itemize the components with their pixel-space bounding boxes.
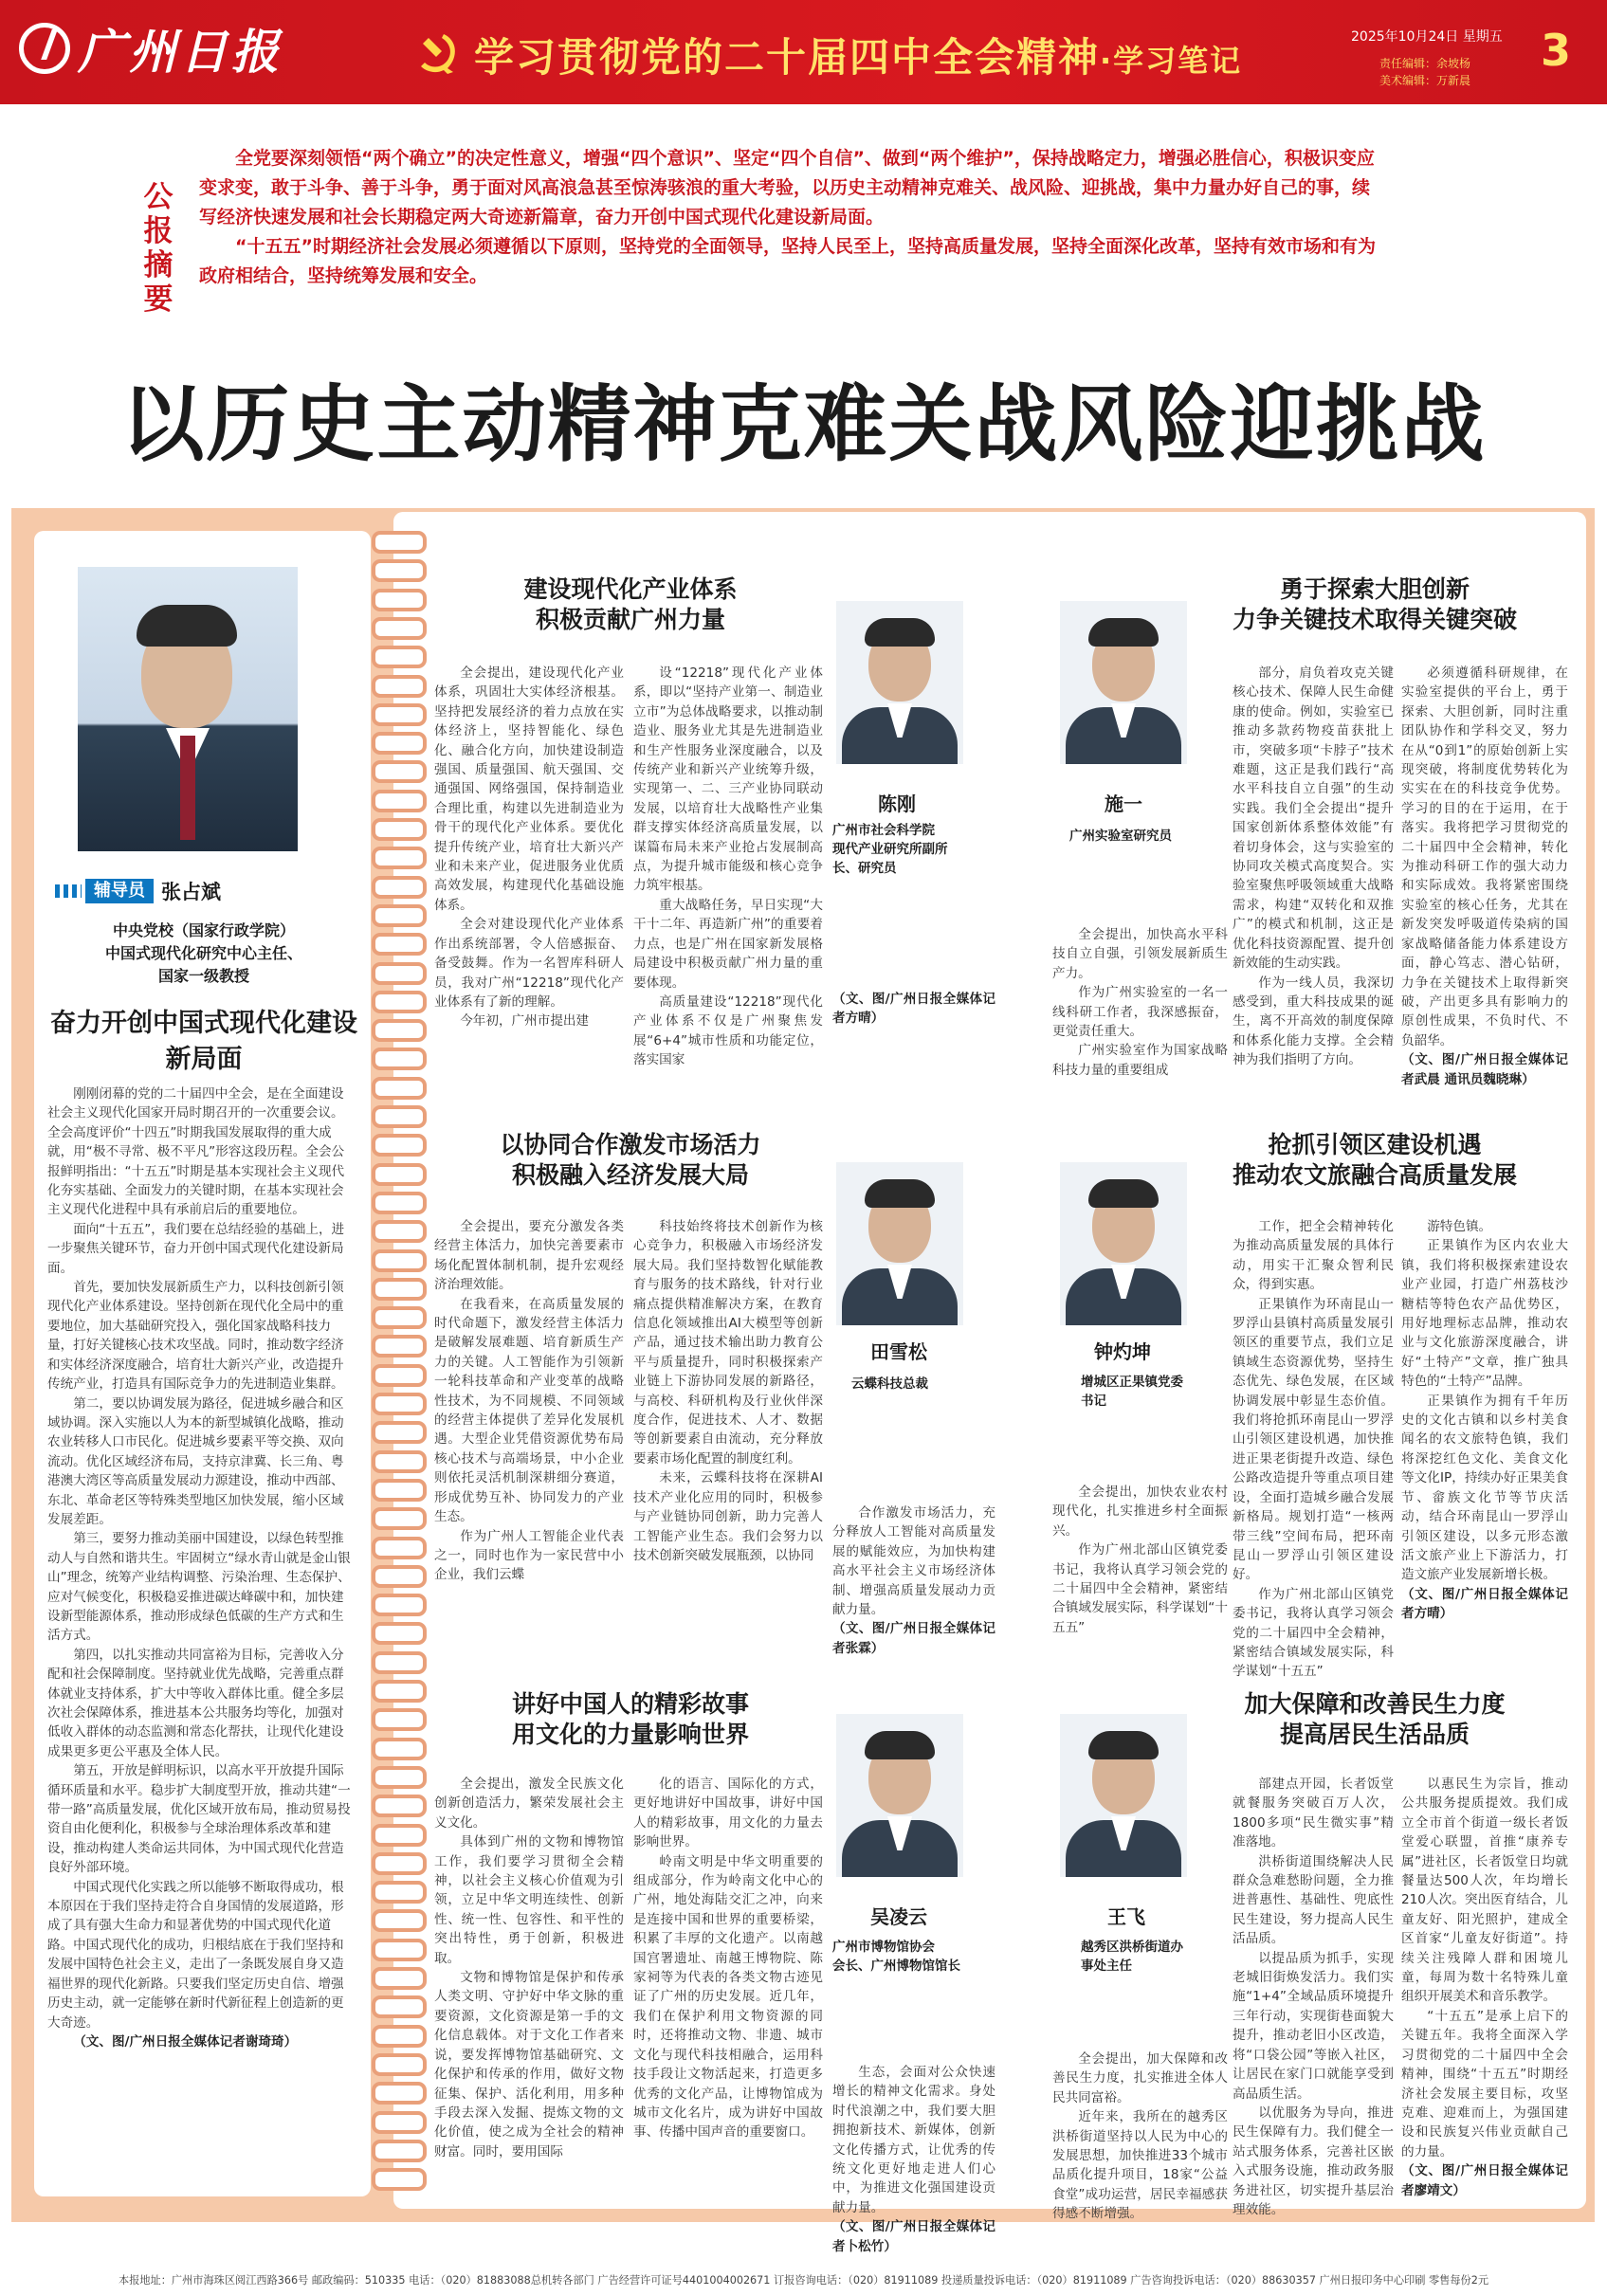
ring-binding [372, 991, 427, 1013]
ring-binding [372, 1019, 427, 1042]
person-name: 田雪松 [870, 1340, 927, 1363]
ring-binding [372, 732, 427, 755]
ring-binding [372, 589, 427, 611]
ring-binding [372, 1766, 427, 1789]
person-title: 广州市社会科学院 现代产业研究所副所 长、研究员 [832, 823, 948, 876]
byline: （文、图/广州日报全媒体记者谢琦琦） [73, 2033, 298, 2050]
section-title: 抢抓引领区建设机遇 推动农文旅融合高质量发展 [1232, 1131, 1517, 1189]
ring-binding [372, 2082, 427, 2105]
logo-icon [19, 23, 70, 74]
ring-binding [372, 1134, 427, 1157]
article-column: 全会提出，加快农业农村现代化，扎实推进乡村全面振兴。 作为广州北部山区镇党委书记，我将认真学习领会党的二十届四中全会精神，紧密结合镇域发展实际，科学谋划“十五五” [1052, 1485, 1228, 1635]
notebook-rings [372, 531, 425, 2199]
article-column: 生态，会面对公众快速增长的精神文化需求。身处时代浪潮之中，我们要大胆拥抱新技术、新媒体，创新文化传播方式，让优秀的传统文化更好地走进人们心中，为推进文化强国建设贡献力量。 （文、图/广州日报全媒体记者卜松竹） [832, 2065, 995, 2254]
person-photo [1060, 1162, 1187, 1325]
article-column: 化的语言、国际化的方式，更好地讲好中国故事，讲好中国人的精彩故事，用文化的力量去影响世界。 岭南文明是中华文明重要的组成部分，作为岭南文化中心的广州，地处海陆交汇之冲，向来是连接中国和世界的重要桥梁，积累了丰厚的文化遗产。以南越国宫署遗址、南越王博物院、陈家祠等为代表的各类文物古迹见证了广州的历史发展。近几年，我们在保护利用文物资源的同时，还将推动文物、非遗、城市文化与现代科技相融合，运用科技手段让文物活起来，打造更多优秀的文化产品，让博物馆成为城市文化名片，成为讲好中国故事、传播中国声音的重要窗口。 [633, 1777, 823, 2141]
communique-summary [199, 144, 1384, 291]
ring-binding [372, 1393, 427, 1415]
ring-binding [372, 675, 427, 698]
section-title: 学习贯彻党的二十届四中全会精神·学习笔记 [474, 34, 1243, 81]
tutor-affiliation: 中央党校（国家行政学院） 中国式现代化研究中心主任、 国家一级教授 [104, 921, 302, 985]
byline: （文、图/广州日报全媒体记者方晴） [832, 992, 995, 1027]
tutor-article-body: 刚刚闭幕的党的二十届四中全会，是在全面建设社会主义现代化国家开局时期召开的一次重要会议。全会高度评价“十四五”时期我国发展取得的重大成就，用“极不寻常、极不平凡”形容这段历程。全会公报鲜明指出：“十五五”时期是基本实现社会主义现代化夯实基础、全面发力的关键时期，在基本实现社会主义现代化进程中具有承前启后的重要地位。 面向“十五五”，我们要在总结经验的基础上，进一步聚焦关键环节，奋力开创中国式现代化建设新局面。 首先，要加快发展新质生产力，以科技创新引领现代化产业体系建设。坚持创新在现代化全局中的重要地位，加大基础研究投入，强化国家战略科技力量，打好关键核心技术攻坚战。同时，推动数字经济和实体经济深度融合，培育壮大新兴产业，改造提升传统产业，打造具有国际竞争力的先进制造业集群。 第二，要以协调发展为路径，促进城乡融合和区域协调。深入实施以人为本的新型城镇化战略，推动农业转移人口市民化。促进城乡要素平等交换、双向流动。优化区域经济布局，支持京津冀、长三角、粤港澳大湾区等高质量发展动力源建设，推动中西部、东北、革命老区等特殊类型地区加快发展，缩小区域发展差距。 第三，要努力推动美丽中国建设，以绿色转型推动人与自然和谐共生。牢固树立“绿水青山就是金山银山”理念，统筹产业结构调整、污染治理、生态保护、应对气候变化，积极稳妥推进碳达峰碳中和，加快建设新型能源体系，推动形成绿色低碳的生产方式和生活方式。 第四，以扎实推动共同富裕为目标，完善收入分配和社会保障制度。坚持就业优先战略，完善重点群体就业支持体系，扩大中等收入群体比重。健全多层次社会保障体系，推进基本公共服务均等化，加强对低收入群体的动态监测和常态化帮扶，让现代化建设成果更多更公平惠及全体人民。 第五，开放是鲜明标识，以高水平开放提升国际循环质量和水平。稳步扩大制度型开放，推动共建“一带一路”高质量发展，优化区域开放布局，推动贸易投资自由化便利化，积极参与全球治理体系改革和建设，推动构建人类命运共同体，为中国式现代化营造良好外部环境。 中国式现代化实践之所以能够不断取得成功，根本原因在于我们坚持走符合自身国情的发展道路，形成了具有强大生命力和显著优势的中国式现代化道路。中国式现代化的成功，归根结底在于我们坚持和发展中国特色社会主义，走出了一条既发展自身又造福世界的现代化新路。只要我们坚定历史自信、增强历史主动，就一定能够在新时代新征程上创造新的更大奇迹。 （文、图/广州日报全媒体记者谢琦琦） [47, 1084, 353, 2194]
ring-binding [372, 1881, 427, 1904]
ring-binding [372, 1795, 427, 1817]
ring-binding [372, 1105, 427, 1128]
masthead [0, 0, 1607, 104]
ring-binding [372, 1939, 427, 1961]
person-title: 越秀区洪桥街道办 事处主任 [1081, 1940, 1183, 1974]
ring-binding [372, 1680, 427, 1703]
tutor-tag: 辅导员 [85, 879, 154, 903]
article-column: 部建点开园，长者饭堂就餐服务突破百万人次，1800多项“民生微实事”精准落地。 洪桥街道围绕解决人民群众急难愁盼问题，全力推进普惠性、基础性、兜底性民生建设，努力提高人民生活品质。 以提品质为抓手，实现老城旧街焕发活力。我们实施“1+4”全域品质环境提升三年行动，实现街巷面貌大提升，推动老旧小区改造，将“口袋公园”等嵌入社区，让居民在家门口就能享受到高品质生活。 以优服务为导向，推进民生保障有力。我们健全一站式服务体系，完善社区嵌入式服务设施，推动政务服务进社区，切实提升基层治理效能。 [1233, 1777, 1394, 2217]
ring-binding [372, 1651, 427, 1674]
person-name: 陈刚 [878, 793, 916, 815]
newspaper-logo[interactable] [19, 17, 283, 87]
party-emblem-icon [415, 28, 465, 78]
ring-binding [372, 904, 427, 927]
person-photo [1060, 601, 1187, 764]
ring-binding [372, 1967, 427, 1990]
ring-binding [372, 1852, 427, 1875]
ring-binding [372, 1565, 427, 1588]
ring-binding [372, 847, 427, 869]
person-photo [836, 601, 963, 764]
ring-binding [372, 2168, 427, 2191]
editor: 责任编辑：余坡杨 [1379, 57, 1471, 70]
ring-binding [372, 1249, 427, 1272]
person-photo [836, 1714, 963, 1877]
ring-binding [372, 1622, 427, 1645]
article-column: 合作激发市场活力，充分释放人工智能对高质量发展的赋能效应，为加快构建高水平社会主义市场经济体制、增强高质量发展动力贡献力量。 （文、图/广州日报全媒体记者张霖） [832, 1505, 995, 1656]
ring-binding [372, 962, 427, 985]
ring-binding [372, 2053, 427, 2076]
section-title: 以协同合作激发市场活力 积极融入经济发展大局 [500, 1131, 761, 1189]
section-title: 勇于探索大胆创新 力争关键技术取得关键突破 [1232, 575, 1517, 633]
person-title: 广州实验室研究员 [1069, 829, 1172, 844]
article-column: 全会提出，激发全民族文化创新创造活力，繁荣发展社会主义文化。 具体到广州的文物和博物馆工作，我们要学习贯彻全会精神，以社会主义核心价值观为引领，立足中华文明连续性、创新性、统一性、包容性、和平性的突出特性，勇于创新，积极进取。 文物和博物馆是保护和传承人类文明、守护好中华文脉的重要资源，文化资源是第一手的文化信息载体。对于文化工作者来说，要发挥博物馆基础研究、文化保护和传承的作用，做好文物征集、保护、活化利用，用多种手段去深入发掘、提炼文物的文化价值，使之成为全社会的精神财富。同时，要用国际 [434, 1777, 624, 2159]
ring-binding [372, 818, 427, 841]
ring-binding [372, 2025, 427, 2048]
ring-binding [372, 617, 427, 640]
person-name: 施一 [1105, 793, 1142, 815]
ring-binding [372, 933, 427, 956]
ring-binding [372, 1995, 427, 2018]
logo-text: 广州日报 [78, 24, 283, 80]
art-editor: 美术编辑：万新晨 [1379, 74, 1471, 87]
article-column: 全会提出，加快高水平科技自立自强，引领发展新质生产力。 作为广州实验室的一名一线科研工作者，我深感振奋，更觉责任重大。 广州实验室作为国家战略科技力量的重要组成 [1052, 927, 1228, 1078]
person-name: 钟灼坤 [1094, 1340, 1151, 1363]
summary-paragraph: “十五五”时期经济社会发展必须遵循以下原则，坚持党的全面领导，坚持人民至上，坚持高质量发展，坚持全面深化改革，坚持有效市场和有为政府相结合，坚持统筹发展和安全。 [199, 236, 1376, 286]
article-column: 全会提出，要充分激发各类经营主体活力，加快完善要素市场化配置体制机制，提升宏观经济治理效能。 在我看来，在高质量发展的时代命题下，激发经营主体活力是破解发展难题、培育新质生产力的关键。人工智能作为引领新一轮科技革命和产业变革的战略性技术，为不同规模、不同领域的经营主体提供了差异化发展机遇。大型企业凭借资源优势布局核心技术与高端场景，中小企业则依托灵活机制深耕细分赛道，形成优势互补、协同发力的产业生态。 作为广州人工智能企业代表之一，同时也作为一家民营中小企业，我们云蝶 [434, 1219, 624, 1583]
article-column: 部分，肩负着攻克关键核心技术、保障人民生命健康的使命。例如，实验室已推动多款药物疫苗获批上市，突破多项“卡脖子”技术难题，这正是我们践行“高水平科技自立自强”的生动实践。我们全会提出“提升国家创新体系整体效能”有着切身体会，这与实验室的协同攻关模式高度契合。实验室聚焦呼吸领域重大战略需求，构建“双转化和双推广”的模式和机制，这正是优化科技资源配置、提升创新效能的生动实践。 作为一线人员，我深切感受到，重大科技成果的诞生，离不开高效的制度保障和体系化能力支撑。全会精神为我们指明了方向。 [1233, 665, 1394, 1068]
tutor-article-title: 奋力开创中国式现代化建设新局面 [50, 1009, 357, 1074]
ring-binding [372, 1220, 427, 1243]
person-title: 广州市博物馆协会 会长、广州博物馆馆长 [832, 1940, 960, 1974]
ring-binding [372, 1306, 427, 1329]
section-title: 加大保障和改善民生力度 提高居民生活品质 [1244, 1690, 1506, 1748]
page-footer: 本报地址：广州市海珠区阅江西路366号 邮政编码：510335 电话：（020）81883088总机转各部门 广告经营许可证号4401004002671 订报咨询电话：（020）81911089 投递质量投诉电话：（020）81911089 广告咨询投诉电话：（020）88630357 广州日报印务中心印刷 零售每份2元 [118, 2274, 1489, 2287]
ring-binding [372, 876, 427, 899]
ring-binding [372, 1594, 427, 1616]
person-name: 吴凌云 [870, 1905, 927, 1928]
summary-label: 公报摘要 [143, 180, 173, 317]
tutor-photo [78, 567, 298, 851]
ring-binding [372, 1824, 427, 1847]
ring-binding [372, 2111, 427, 2134]
ring-binding [372, 1192, 427, 1214]
person-photo [836, 1162, 963, 1325]
article-column: 以惠民生为宗旨，推动公共服务提质提效。我们成立全市首个街道一级长者饭堂爱心联盟，首推“康养专属”进社区，长者饭堂日均就餐量达500人次，年均增长210人次。突出医育结合，儿童友好、阳光照护，建成全区首家“儿童友好街道”。持续关注残障人群和困境儿童，每周为数十名特殊儿童组织开展美术和音乐教学。 “十五五”是承上启下的关键五年。我将全面深入学习贯彻党的二十届四中全会精神，围绕“十五五”时期经济社会发展主要目标，攻坚克难、迎难而上，为强国建设和民族复兴伟业贡献自己的力量。 （文、图/广州日报全媒体记者廖靖文） [1401, 1777, 1568, 2198]
ring-binding [372, 1077, 427, 1100]
section-title: 讲好中国人的精彩故事 用文化的力量影响世界 [511, 1690, 749, 1748]
page-headline: 以历史主动精神克难关战风险迎挑战 [120, 374, 1487, 473]
person-name: 王飞 [1107, 1905, 1145, 1928]
ring-binding [372, 1537, 427, 1559]
ring-binding [372, 559, 427, 582]
ring-binding [372, 531, 427, 554]
person-title: 增城区正果镇党委 书记 [1081, 1375, 1183, 1409]
ring-binding [372, 703, 427, 726]
section-title: 建设现代化产业体系 积极贡献广州力量 [523, 575, 738, 633]
summary-paragraph: 全党要深刻领悟“两个确立”的决定性意义，增强“四个意识”、坚定“四个自信”、做到“两个维护”，保持战略定力，增强必胜信心，积极识变应变求变，敢于斗争、善于斗争，勇于面对风高浪急甚至惊涛骇浪的重大考验，以历史主动精神克难关、战风险、迎挑战，集中力量办好自己的事，续写经济快速发展和社会长期稳定两大奇迹新篇章，奋力开创中国式现代化建设新局面。 [199, 148, 1375, 228]
ring-binding [372, 1479, 427, 1502]
ring-binding [372, 1507, 427, 1530]
article-column: 游特色镇。 正果镇作为区内农业大镇，我们将积极探索建设农业产业园，打造广州荔枝沙糖桔等特色农产品优势区，用好地理标志品牌，推动农业与文化旅游深度融合，讲好“土特产”文章，推广独具特色的“土特产”品牌。 正果镇作为拥有千年历史的文化古镇和以乡村美食闻名的农文旅特色镇，我们将深挖红色文化、美食文化等文化IP，持续办好正果美食节、畲族文化节等节庆活动，结合环南昆山一罗浮山引领区建设，以多元形态激活文旅产业上下游活力，打造文旅产业发展新增长极。 （文、图/广州日报全媒体记者方晴） [1401, 1219, 1568, 1622]
ring-binding [372, 1048, 427, 1070]
page-number: 3 [1541, 25, 1572, 76]
tutor-name: 张占斌 [161, 881, 221, 903]
article-column: 全会提出，加大保障和改善民生力度，扎实推进全体人民共同富裕。 近年来，我所在的越秀区洪桥街道坚持以人民为中心的发展思想，加快推进33个城市品质化提升项目，18家“公益食堂”成功运营，居民幸福感获得感不断增强。 [1052, 2051, 1228, 2222]
ring-binding [372, 646, 427, 668]
ring-binding [372, 2140, 427, 2162]
ring-binding [372, 1364, 427, 1387]
ring-binding [372, 1738, 427, 1760]
person-photo [1060, 1714, 1187, 1877]
editor-credits [1379, 55, 1470, 89]
ring-binding [372, 1163, 427, 1186]
article-column: 设“12218”现代化产业体系，即以“坚持产业第一、制造业立市”为总体战略要求，以推动制造业、服务业尤其是先进制造业和生产性服务业深度融合，以及传统产业和新兴产业统筹升级，实现第一、二、三产业协同联动发展，以培育壮大战略性产业集群支撑实体经济高质量发展，以谋篇布局未来产业抢占发展制高点，为提升城市能级和核心竞争力筑牢根基。 重大战略任务，早日实现“大干十二年、再造新广州”的重要着力点，也是广州在国家新发展格局建设中积极贡献广州力量的重要体现。 高质量建设“12218”现代化产业体系不仅是广州聚焦发展“6+4”城市性质和功能定位，落实国家 [633, 665, 823, 1068]
ring-binding [372, 760, 427, 783]
ring-binding [372, 1708, 427, 1731]
person-title: 云蝶科技总裁 [851, 1376, 928, 1392]
ring-binding [372, 1278, 427, 1301]
article-column: 科技始终将技术创新作为核心竞争力，积极融入市场经济发展大局。我们坚持数智化赋能教育与服务的技术路线，针对行业痛点提供精准解决方案，在教育信息化领域推出AI大模型等创新产品，通过技术输出助力教育公平与质量提升，同时积极探索产业链上下游协同发展的新路径，与高校、科研机构及行业伙伴深度合作，促进技术、人才、数据等创新要素自由流动，充分释放要素市场化配置的制度红利。 未来，云蝶科技将在深耕AI技术产业化应用的同时，积极参与产业链协同创新，助力完善人工智能产业生态。我们会努力以技术创新突破发展瓶颈，以协同 [633, 1219, 823, 1563]
ring-binding [372, 790, 427, 812]
article-column: 必须遵循科研规律，在实验室提供的平台上，勇于探索、大胆创新，同时注重团队协作和学科交叉，努力在从“0到1”的原始创新上实现突破，将制度优势转化为实实在在的科技竞争优势。学习的目的在于运用，在于落实。我将把学习贯彻党的二十届四中全会精神，转化为推动科研工作的强大动力和实际成效。我将紧密围绕实验室的核心任务，尤其在新发突发呼吸道传染病的国家战略储备能力体系建设方面，静心笃志、潜心钻研，力争在关键技术上取得新突破，产出更多具有影响力的原创性成果，不负时代、不负韶华。 （文、图/广州日报全媒体记者武晨 通讯员魏晓琳） [1401, 665, 1568, 1087]
issue-date: 2025年10月24日 星期五 [1351, 29, 1503, 45]
ring-binding [372, 1450, 427, 1473]
article-column: 工作，把全会精神转化为推动高质量发展的具体行动，用实干汇聚众智利民众，得到实惠。 正果镇作为环南昆山一罗浮山县镇村高质量发展引领区的重要节点，我们立足镇域生态资源优势，坚持生态优先、绿色发展，在区域协调发展中彰显生态价值。我们将抢抓环南昆山一罗浮山引领区建设机遇，加快推进正果老街提升改造、绿色公路改造提升等重点项目建设，全面打造城乡融合发展新格局。规划打造“一核两带三线”空间布局，把环南昆山一罗浮山引领区建设好。 作为广州北部山区镇党委书记，我将认真学习领会党的二十届四中全会精神，紧密结合镇域发展实际，科学谋划“十五五” [1233, 1219, 1394, 1680]
article-column: 全会提出，建设现代化产业体系，巩固壮大实体经济根基。坚持把发展经济的着力点放在实体经济上，坚持智能化、绿色化、融合化方向，加快建设制造强国、质量强国、航天强国、交通强国、网络强国，保持制造业合理比重，构建以先进制造业为骨干的现代化产业体系。要优化提升传统产业，培育壮大新兴产业和未来产业，促进服务业优质高效发展，构建现代化基础设施体系。 全会对建设现代化产业体系作出系统部署，令人倍感振奋、备受鼓舞。作为一名智库科研人员，我对广州“12218”现代化产业体系有了新的理解。 今年初，广州市提出建 [434, 665, 624, 1030]
ring-binding [372, 1909, 427, 1932]
ring-binding [372, 1421, 427, 1444]
ring-binding [372, 1335, 427, 1358]
